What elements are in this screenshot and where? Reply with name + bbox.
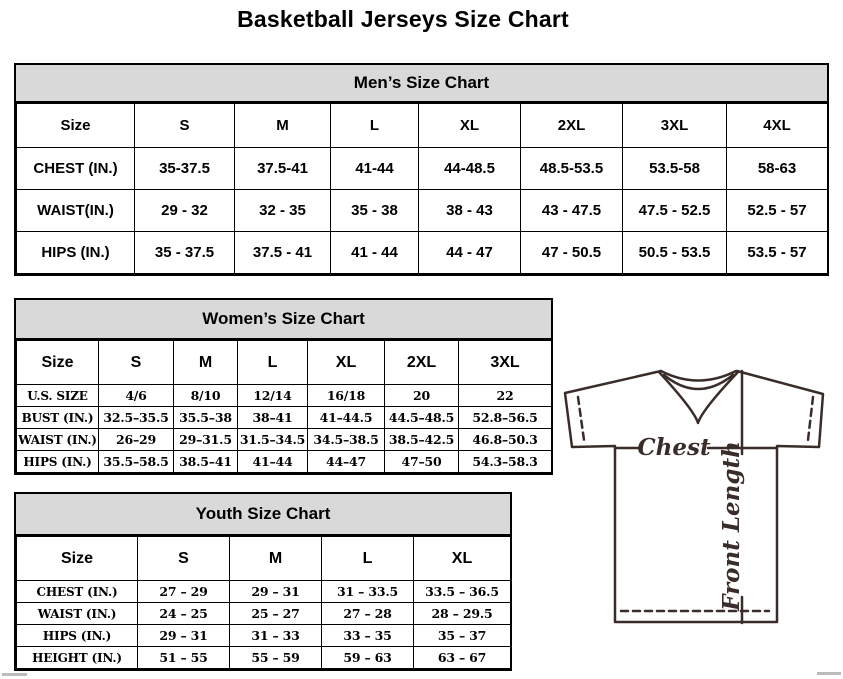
column-header: Size bbox=[17, 104, 135, 148]
row-header: HIPS (IN.) bbox=[17, 451, 99, 473]
row-header: U.S. SIZE bbox=[17, 385, 99, 407]
column-header: S bbox=[99, 341, 174, 385]
table-cell: 29 – 31 bbox=[138, 625, 230, 647]
table-row bbox=[17, 647, 511, 669]
row-header: CHEST (IN.) bbox=[17, 148, 135, 190]
table-cell: 55 – 59 bbox=[230, 647, 322, 669]
youth-chart-title: Youth Size Chart bbox=[16, 494, 510, 536]
table-cell: 31 – 33.5 bbox=[322, 581, 414, 603]
table-cell: 25 – 27 bbox=[230, 603, 322, 625]
column-header: 2XL bbox=[521, 104, 623, 148]
table-cell: 33 – 35 bbox=[322, 625, 414, 647]
table-cell: 32 - 35 bbox=[235, 190, 331, 232]
table-cell: 41 - 44 bbox=[331, 232, 419, 274]
table-cell: 58-63 bbox=[727, 148, 828, 190]
header-row bbox=[17, 341, 552, 385]
column-header: 3XL bbox=[623, 104, 727, 148]
table-cell: 37.5 - 41 bbox=[235, 232, 331, 274]
table-cell: 16/18 bbox=[308, 385, 385, 407]
table-row bbox=[17, 232, 828, 274]
column-header: Size bbox=[17, 341, 99, 385]
table-cell: 53.5 - 57 bbox=[727, 232, 828, 274]
youth-size-chart bbox=[14, 492, 512, 671]
table-cell: 35 - 38 bbox=[331, 190, 419, 232]
row-header: WAIST(IN.) bbox=[17, 190, 135, 232]
mens-chart-title: Men’s Size Chart bbox=[16, 65, 827, 103]
table-cell: 41–44 bbox=[238, 451, 308, 473]
table-cell: 35.5–38 bbox=[174, 407, 238, 429]
column-header: 2XL bbox=[385, 341, 459, 385]
column-header: S bbox=[135, 104, 235, 148]
column-header: 4XL bbox=[727, 104, 828, 148]
table-row bbox=[17, 581, 511, 603]
table-row bbox=[17, 451, 552, 473]
table-cell: 32.5–35.5 bbox=[99, 407, 174, 429]
table-cell: 35 – 37 bbox=[414, 625, 511, 647]
column-header: XL bbox=[308, 341, 385, 385]
table-cell: 29–31.5 bbox=[174, 429, 238, 451]
table-cell: 44 - 47 bbox=[419, 232, 521, 274]
table-cell: 24 – 25 bbox=[138, 603, 230, 625]
womens-chart-title: Women’s Size Chart bbox=[16, 300, 551, 340]
table-cell: 54.3–58.3 bbox=[459, 451, 552, 473]
table-row bbox=[17, 385, 552, 407]
table-cell: 38–41 bbox=[238, 407, 308, 429]
column-header: XL bbox=[414, 537, 511, 581]
table-cell: 38 - 43 bbox=[419, 190, 521, 232]
table-cell: 50.5 - 53.5 bbox=[623, 232, 727, 274]
table-cell: 27 – 28 bbox=[322, 603, 414, 625]
table-cell: 27 – 29 bbox=[138, 581, 230, 603]
table-cell: 33.5 – 36.5 bbox=[414, 581, 511, 603]
table-cell: 53.5-58 bbox=[623, 148, 727, 190]
mens-size-table bbox=[16, 103, 828, 274]
table-cell: 4/6 bbox=[99, 385, 174, 407]
table-cell: 29 – 31 bbox=[230, 581, 322, 603]
column-header: M bbox=[230, 537, 322, 581]
table-cell: 35.5–58.5 bbox=[99, 451, 174, 473]
row-header: BUST (IN.) bbox=[17, 407, 99, 429]
table-cell: 28 – 29.5 bbox=[414, 603, 511, 625]
table-cell: 52.8–56.5 bbox=[459, 407, 552, 429]
chest-label: Chest bbox=[637, 434, 711, 461]
left-cuff-seam bbox=[578, 397, 584, 440]
column-header: L bbox=[322, 537, 414, 581]
row-header: HIPS (IN.) bbox=[17, 232, 135, 274]
table-cell: 12/14 bbox=[238, 385, 308, 407]
table-cell: 38.5–41 bbox=[174, 451, 238, 473]
row-header: HIPS (IN.) bbox=[17, 625, 138, 647]
row-header: WAIST (IN.) bbox=[17, 429, 99, 451]
jersey-collar-back bbox=[661, 371, 736, 381]
front-length-label: Front Length bbox=[718, 441, 745, 611]
column-header: M bbox=[174, 341, 238, 385]
table-cell: 31 – 33 bbox=[230, 625, 322, 647]
table-cell: 51 – 55 bbox=[138, 647, 230, 669]
table-cell: 26–29 bbox=[99, 429, 174, 451]
mens-size-chart bbox=[14, 63, 829, 276]
table-row bbox=[17, 407, 552, 429]
table-cell: 31.5–34.5 bbox=[238, 429, 308, 451]
column-header: S bbox=[138, 537, 230, 581]
table-cell: 41–44.5 bbox=[308, 407, 385, 429]
table-cell: 52.5 - 57 bbox=[727, 190, 828, 232]
column-header: Size bbox=[17, 537, 138, 581]
row-header: CHEST (IN.) bbox=[17, 581, 138, 603]
table-cell: 34.5–38.5 bbox=[308, 429, 385, 451]
header-row bbox=[17, 104, 828, 148]
table-cell: 44-48.5 bbox=[419, 148, 521, 190]
scrollbar-fragment-left[interactable] bbox=[2, 673, 27, 676]
table-cell: 63 – 67 bbox=[414, 647, 511, 669]
jersey-outline bbox=[565, 371, 823, 622]
row-header: WAIST (IN.) bbox=[17, 603, 138, 625]
column-header: XL bbox=[419, 104, 521, 148]
scrollbar-fragment-right[interactable] bbox=[817, 672, 841, 675]
table-cell: 59 – 63 bbox=[322, 647, 414, 669]
table-cell: 41-44 bbox=[331, 148, 419, 190]
column-header: L bbox=[238, 341, 308, 385]
table-cell: 35 - 37.5 bbox=[135, 232, 235, 274]
table-cell: 37.5-41 bbox=[235, 148, 331, 190]
jersey-diagram-svg bbox=[555, 360, 843, 679]
table-cell: 35-37.5 bbox=[135, 148, 235, 190]
table-row bbox=[17, 625, 511, 647]
header-row bbox=[17, 537, 511, 581]
row-header: HEIGHT (IN.) bbox=[17, 647, 138, 669]
table-cell: 8/10 bbox=[174, 385, 238, 407]
right-cuff-seam bbox=[808, 397, 813, 440]
column-header: 3XL bbox=[459, 341, 552, 385]
table-cell: 48.5-53.5 bbox=[521, 148, 623, 190]
jersey-measurement-diagram bbox=[555, 360, 843, 679]
table-cell: 38.5–42.5 bbox=[385, 429, 459, 451]
table-cell: 44–47 bbox=[308, 451, 385, 473]
column-header: L bbox=[331, 104, 419, 148]
table-cell: 20 bbox=[385, 385, 459, 407]
table-row bbox=[17, 148, 828, 190]
youth-size-table bbox=[16, 536, 511, 669]
table-cell: 22 bbox=[459, 385, 552, 407]
table-cell: 47 - 50.5 bbox=[521, 232, 623, 274]
table-cell: 29 - 32 bbox=[135, 190, 235, 232]
table-cell: 47.5 - 52.5 bbox=[623, 190, 727, 232]
womens-size-table bbox=[16, 340, 552, 473]
table-row bbox=[17, 190, 828, 232]
page-title: Basketball Jerseys Size Chart bbox=[237, 6, 569, 32]
womens-size-chart bbox=[14, 298, 553, 475]
table-row bbox=[17, 429, 552, 451]
column-header: M bbox=[235, 104, 331, 148]
table-cell: 43 - 47.5 bbox=[521, 190, 623, 232]
table-row bbox=[17, 603, 511, 625]
table-cell: 44.5–48.5 bbox=[385, 407, 459, 429]
table-cell: 46.8–50.3 bbox=[459, 429, 552, 451]
table-cell: 47–50 bbox=[385, 451, 459, 473]
